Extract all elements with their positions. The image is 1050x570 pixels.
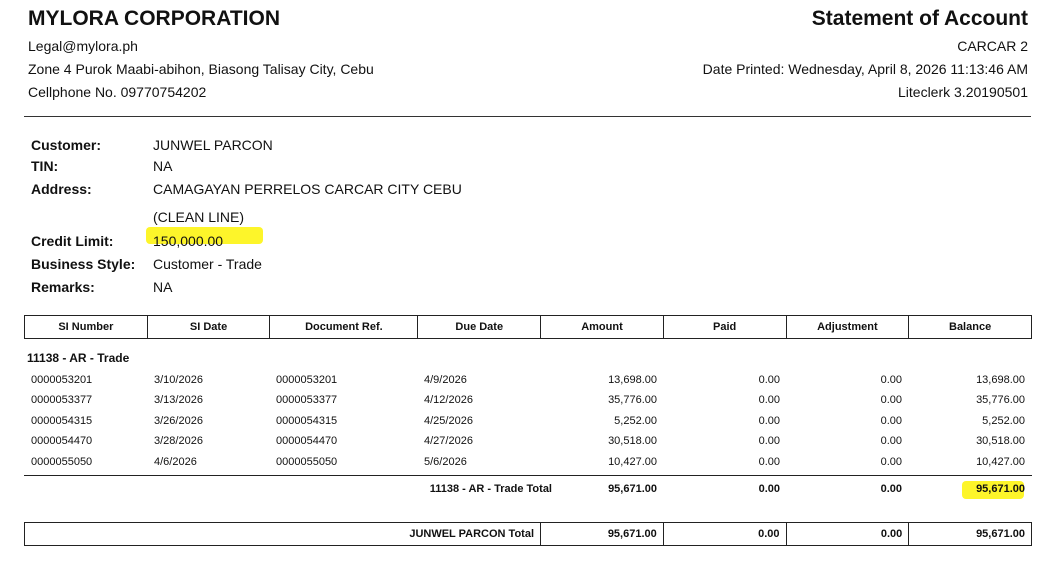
tin-label: TIN: bbox=[31, 158, 59, 174]
ledger-header bbox=[24, 315, 1032, 339]
header-divider bbox=[24, 116, 1031, 117]
table-row bbox=[24, 431, 1032, 451]
business-style-value: Customer - Trade bbox=[153, 256, 262, 272]
col-document-ref: Document Ref. bbox=[270, 316, 418, 339]
adjustment: 0.00 bbox=[880, 456, 902, 468]
document-ref: 0000055050 bbox=[276, 456, 338, 468]
table-row bbox=[24, 370, 1032, 390]
company-phone: Cellphone No. 09770754202 bbox=[28, 84, 207, 100]
adjustment: 0.00 bbox=[880, 435, 902, 447]
group-total-amount: 95,671.00 bbox=[608, 483, 657, 495]
amount: 30,518.00 bbox=[608, 435, 657, 447]
address-line-1: CAMAGAYAN PERRELOS CARCAR CITY CEBU bbox=[153, 181, 462, 197]
adjustment: 0.00 bbox=[880, 374, 902, 386]
balance: 35,776.00 bbox=[976, 394, 1025, 406]
document-ref: 0000054470 bbox=[276, 435, 338, 447]
table-row bbox=[24, 452, 1032, 472]
document-ref: 0000053201 bbox=[276, 374, 338, 386]
address-line-2: (CLEAN LINE) bbox=[153, 209, 245, 225]
si-date: 3/28/2026 bbox=[154, 435, 203, 447]
remarks-label: Remarks: bbox=[31, 279, 95, 295]
col-si-date: SI Date bbox=[147, 316, 270, 339]
amount: 5,252.00 bbox=[614, 415, 657, 427]
amount: 35,776.00 bbox=[608, 394, 657, 406]
group-total-paid: 0.00 bbox=[758, 483, 780, 495]
si-number: 0000054470 bbox=[31, 435, 93, 447]
col-paid: Paid bbox=[663, 316, 786, 339]
adjustment: 0.00 bbox=[880, 394, 902, 406]
amount: 13,698.00 bbox=[608, 374, 657, 386]
si-date: 4/6/2026 bbox=[154, 456, 197, 468]
subtotal-divider bbox=[24, 475, 1032, 476]
balance: 13,698.00 bbox=[976, 374, 1025, 386]
branch-code: CARCAR 2 bbox=[957, 38, 1028, 54]
credit-limit-label: Credit Limit: bbox=[31, 233, 114, 249]
grand-total-balance: 95,671.00 bbox=[909, 523, 1032, 546]
paid: 0.00 bbox=[758, 435, 780, 447]
address-label: Address: bbox=[31, 181, 92, 197]
col-balance: Balance bbox=[909, 316, 1032, 339]
tin-value: NA bbox=[153, 158, 173, 174]
document-ref: 0000054315 bbox=[276, 415, 338, 427]
business-style-label: Business Style: bbox=[31, 256, 136, 272]
document-ref: 0000053377 bbox=[276, 394, 338, 406]
col-si-number: SI Number bbox=[25, 316, 148, 339]
balance: 30,518.00 bbox=[976, 435, 1025, 447]
group-total-label: 11138 - AR - Trade Total bbox=[429, 483, 552, 495]
col-adjustment: Adjustment bbox=[786, 316, 909, 339]
grand-total-adjustment: 0.00 bbox=[786, 523, 909, 546]
credit-limit-value: 150,000.00 bbox=[153, 233, 224, 249]
company-address: Zone 4 Purok Maabi-abihon, Biasong Talisay City, Cebu bbox=[28, 61, 374, 77]
balance: 10,427.00 bbox=[976, 456, 1025, 468]
customer-name: JUNWEL PARCON bbox=[153, 137, 273, 153]
si-number: 0000053201 bbox=[31, 374, 93, 386]
due-date: 4/27/2026 bbox=[424, 435, 473, 447]
si-number: 0000054315 bbox=[31, 415, 93, 427]
group-total-balance: 95,671.00 bbox=[976, 483, 1025, 495]
document-title: Statement of Account bbox=[811, 7, 1028, 30]
date-printed: Date Printed: Wednesday, April 8, 2026 11:13:46 AM bbox=[702, 61, 1028, 77]
company-name: MYLORA CORPORATION bbox=[28, 7, 280, 30]
col-amount: Amount bbox=[541, 316, 664, 339]
due-date: 5/6/2026 bbox=[424, 456, 467, 468]
grand-total-amount: 95,671.00 bbox=[541, 523, 664, 546]
grand-total-paid: 0.00 bbox=[663, 523, 786, 546]
paid: 0.00 bbox=[758, 394, 780, 406]
si-number: 0000053377 bbox=[31, 394, 93, 406]
customer-label: Customer: bbox=[31, 137, 102, 153]
si-number: 0000055050 bbox=[31, 456, 93, 468]
table-row bbox=[24, 411, 1032, 431]
balance: 5,252.00 bbox=[982, 415, 1025, 427]
group-total-row bbox=[24, 479, 1032, 499]
due-date: 4/12/2026 bbox=[424, 394, 473, 406]
adjustment: 0.00 bbox=[880, 415, 902, 427]
due-date: 4/9/2026 bbox=[424, 374, 467, 386]
due-date: 4/25/2026 bbox=[424, 415, 473, 427]
group-title: 11138 - AR - Trade bbox=[27, 351, 130, 365]
col-due-date: Due Date bbox=[418, 316, 541, 339]
software-version: Liteclerk 3.20190501 bbox=[898, 84, 1028, 100]
paid: 0.00 bbox=[758, 374, 780, 386]
amount: 10,427.00 bbox=[608, 456, 657, 468]
si-date: 3/26/2026 bbox=[154, 415, 203, 427]
paid: 0.00 bbox=[758, 456, 780, 468]
company-email: Legal@mylora.ph bbox=[28, 38, 138, 54]
grand-total-row bbox=[24, 522, 1032, 546]
si-date: 3/10/2026 bbox=[154, 374, 203, 386]
grand-total-label: JUNWEL PARCON Total bbox=[25, 523, 541, 546]
remarks-value: NA bbox=[153, 279, 173, 295]
si-date: 3/13/2026 bbox=[154, 394, 203, 406]
group-total-adjustment: 0.00 bbox=[880, 483, 902, 495]
table-row bbox=[24, 390, 1032, 410]
paid: 0.00 bbox=[758, 415, 780, 427]
